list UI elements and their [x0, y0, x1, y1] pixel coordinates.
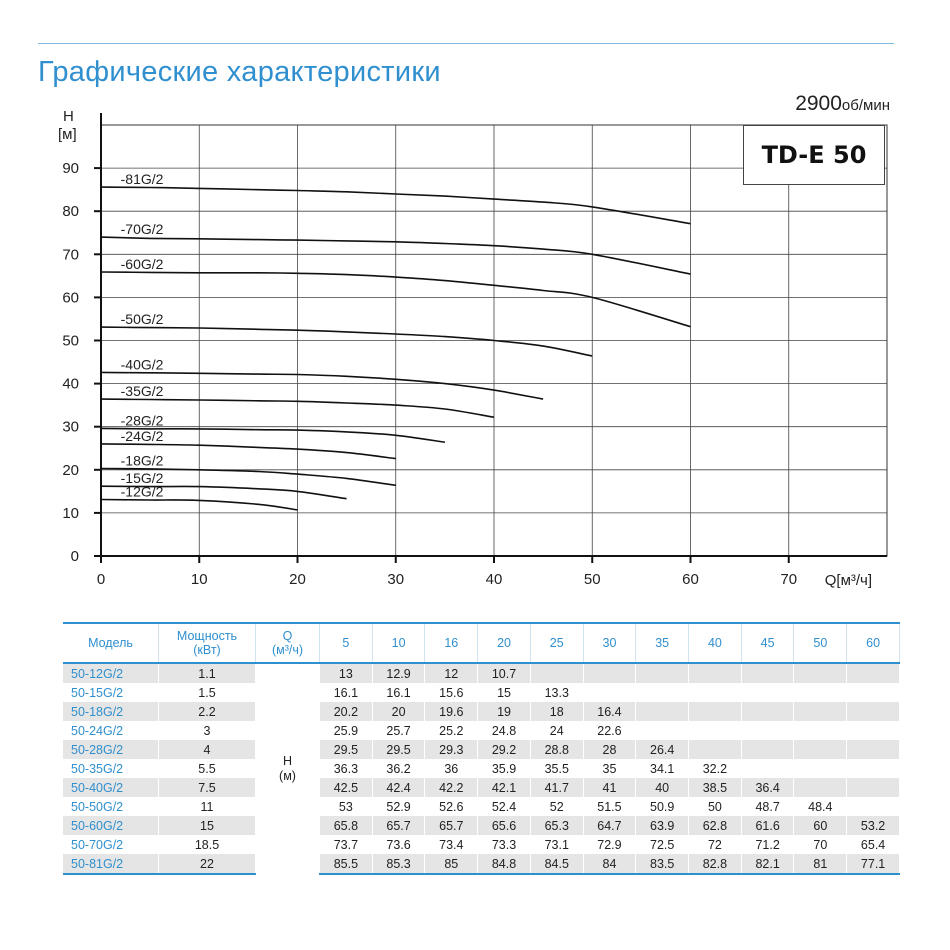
head-value-cell: 26.4 [636, 740, 689, 759]
row-model: 50-28G/2 [63, 740, 159, 759]
header-q-value: 30 [583, 623, 636, 663]
head-value-cell: 40 [636, 778, 689, 797]
head-value-cell [847, 778, 900, 797]
head-value-cell: 50 [689, 797, 742, 816]
head-value-cell: 65.6 [478, 816, 531, 835]
head-value-cell: 16.1 [320, 683, 373, 702]
row-model: 50-15G/2 [63, 683, 159, 702]
header-q-line1: Q [282, 629, 293, 643]
row-power: 3 [159, 721, 256, 740]
table-row [63, 797, 900, 816]
head-value-cell: 20.2 [320, 702, 373, 721]
head-value-cell: 35.5 [530, 759, 583, 778]
head-value-cell: 71.2 [741, 835, 794, 854]
head-value-cell: 10.7 [478, 663, 531, 683]
head-value-cell: 19 [478, 702, 531, 721]
head-value-cell: 34.1 [636, 759, 689, 778]
y-tick-label: 90 [62, 160, 79, 178]
head-value-cell: 41 [583, 778, 636, 797]
table-row [63, 702, 900, 721]
header-q-value: 10 [372, 623, 425, 663]
head-value-cell: 36 [425, 759, 478, 778]
head-value-cell: 52.4 [478, 797, 531, 816]
head-value-cell [794, 740, 847, 759]
head-value-cell: 12 [425, 663, 478, 683]
x-tick-label: 60 [682, 571, 699, 588]
head-value-cell [741, 740, 794, 759]
row-model: 50-60G/2 [63, 816, 159, 835]
y-tick-label: 40 [62, 375, 79, 393]
header-q-value: 20 [478, 623, 531, 663]
curve-label: -81G/2 [120, 171, 164, 188]
y-tick-label: 60 [62, 289, 79, 307]
row-power: 5.5 [159, 759, 256, 778]
header-q-value: 40 [689, 623, 742, 663]
head-value-cell: 13 [320, 663, 373, 683]
table-row [63, 854, 900, 874]
head-value-cell: 52.9 [372, 797, 425, 816]
head-value-cell: 85 [425, 854, 478, 874]
head-value-cell [847, 740, 900, 759]
head-value-cell [636, 721, 689, 740]
head-value-cell: 61.6 [741, 816, 794, 835]
head-value-cell: 83.5 [636, 854, 689, 874]
head-value-cell: 18 [530, 702, 583, 721]
curve-label: -70G/2 [120, 221, 164, 238]
header-q-value: 16 [425, 623, 478, 663]
model-badge: TD-E 50 [743, 125, 885, 185]
header-power-line2: (кВт) [193, 643, 221, 657]
head-value-cell: 28.8 [530, 740, 583, 759]
head-value-cell: 82.8 [689, 854, 742, 874]
head-value-cell: 52 [530, 797, 583, 816]
head-value-cell: 41.7 [530, 778, 583, 797]
row-power: 1.1 [159, 663, 256, 683]
y-tick-label: 50 [62, 332, 79, 350]
row-model: 50-81G/2 [63, 854, 159, 874]
row-power: 1.5 [159, 683, 256, 702]
head-value-cell [741, 702, 794, 721]
head-value-cell: 73.3 [478, 835, 531, 854]
header-q-value: 5 [320, 623, 373, 663]
row-model: 50-70G/2 [63, 835, 159, 854]
head-value-cell: 36.4 [741, 778, 794, 797]
head-value-cell [741, 721, 794, 740]
x-tick-label: 0 [96, 571, 106, 588]
curve-label: -18G/2 [120, 452, 164, 469]
head-value-cell: 16.4 [583, 702, 636, 721]
head-value-cell: 77.1 [847, 854, 900, 874]
x-tick-label: 40 [485, 571, 503, 588]
head-value-cell: 16.1 [372, 683, 425, 702]
head-value-cell [689, 702, 742, 721]
head-value-cell: 29.5 [320, 740, 373, 759]
y-axis-title: H [63, 108, 74, 125]
head-value-cell: 84.5 [530, 854, 583, 874]
header-q [256, 623, 320, 663]
row-power: 2.2 [159, 702, 256, 721]
head-value-cell: 42.2 [425, 778, 478, 797]
head-value-cell: 65.3 [530, 816, 583, 835]
x-tick-label: 20 [289, 571, 306, 588]
performance-table [63, 622, 900, 875]
table-row [63, 683, 900, 702]
header-power-line1: Мощность [176, 629, 238, 643]
table-row [63, 835, 900, 854]
head-value-cell: 25.7 [372, 721, 425, 740]
header-q-value: 50 [794, 623, 847, 663]
head-value-cell: 42.1 [478, 778, 531, 797]
head-value-cell [741, 759, 794, 778]
page-title: Графические характеристики [38, 56, 441, 88]
y-tick-label: 0 [70, 548, 79, 565]
head-value-cell: 60 [794, 816, 847, 835]
head-value-cell: 42.5 [320, 778, 373, 797]
head-value-cell: 52.6 [425, 797, 478, 816]
head-value-cell [847, 702, 900, 721]
head-value-cell [583, 683, 636, 702]
head-value-cell: 36.2 [372, 759, 425, 778]
row-power: 7.5 [159, 778, 256, 797]
head-value-cell: 19.6 [425, 702, 478, 721]
head-value-cell [847, 721, 900, 740]
y-tick-label: 10 [62, 504, 79, 522]
head-value-cell: 65.4 [847, 835, 900, 854]
curve-label: -50G/2 [120, 311, 164, 328]
head-value-cell [847, 759, 900, 778]
y-axis-unit: [м] [58, 126, 77, 143]
curve-label: -28G/2 [120, 412, 164, 429]
head-value-cell: 65.7 [372, 816, 425, 835]
head-value-cell [689, 740, 742, 759]
header-q-value: 25 [530, 623, 583, 663]
head-value-cell: 81 [794, 854, 847, 874]
header-q-value: 35 [636, 623, 689, 663]
head-value-cell: 73.7 [320, 835, 373, 854]
head-value-cell [794, 721, 847, 740]
head-value-cell [794, 759, 847, 778]
head-value-cell: 15 [478, 683, 531, 702]
head-value-cell: 64.7 [583, 816, 636, 835]
head-value-cell: 85.3 [372, 854, 425, 874]
y-tick-label: 80 [62, 203, 79, 221]
head-value-cell: 72.5 [636, 835, 689, 854]
head-value-cell: 28 [583, 740, 636, 759]
table-row [63, 663, 900, 683]
head-value-cell: 65.7 [425, 816, 478, 835]
head-value-cell [689, 663, 742, 683]
head-value-cell: 32.2 [689, 759, 742, 778]
curve-40G-2 [101, 372, 543, 399]
head-value-cell [794, 778, 847, 797]
curve-50G-2 [101, 327, 592, 356]
table-header-row [63, 623, 900, 663]
x-tick-label: 10 [190, 571, 208, 588]
head-value-cell: 84.8 [478, 854, 531, 874]
head-unit-line2: (м) [279, 769, 296, 783]
rpm-value: 2900 [795, 92, 842, 115]
head-value-cell [741, 683, 794, 702]
row-power: 11 [159, 797, 256, 816]
head-value-cell: 48.7 [741, 797, 794, 816]
head-value-cell: 25.9 [320, 721, 373, 740]
curve-label: -15G/2 [120, 470, 164, 487]
row-model: 50-40G/2 [63, 778, 159, 797]
x-axis-title: Q[м³/ч] [824, 572, 873, 589]
head-value-cell: 73.6 [372, 835, 425, 854]
row-power: 4 [159, 740, 256, 759]
head-value-cell: 29.3 [425, 740, 478, 759]
row-model: 50-24G/2 [63, 721, 159, 740]
head-unit-cell [256, 663, 320, 874]
head-value-cell: 51.5 [583, 797, 636, 816]
rpm-unit: об/мин [841, 97, 890, 114]
head-value-cell: 82.1 [741, 854, 794, 874]
head-value-cell: 12.9 [372, 663, 425, 683]
row-model: 50-12G/2 [63, 663, 159, 683]
head-value-cell: 70 [794, 835, 847, 854]
table-row [63, 740, 900, 759]
head-value-cell [530, 663, 583, 683]
curve-label: -12G/2 [120, 483, 164, 500]
head-value-cell: 50.9 [636, 797, 689, 816]
head-value-cell: 22.6 [583, 721, 636, 740]
head-value-cell: 20 [372, 702, 425, 721]
head-value-cell [636, 663, 689, 683]
head-value-cell: 36.3 [320, 759, 373, 778]
head-value-cell [583, 663, 636, 683]
head-value-cell [847, 663, 900, 683]
row-model: 50-35G/2 [63, 759, 159, 778]
head-value-cell [636, 702, 689, 721]
curve-label: -40G/2 [120, 356, 164, 373]
head-value-cell: 29.2 [478, 740, 531, 759]
header-power [159, 623, 256, 663]
head-value-cell: 73.4 [425, 835, 478, 854]
head-value-cell: 62.8 [689, 816, 742, 835]
head-value-cell [847, 683, 900, 702]
head-value-cell [847, 797, 900, 816]
head-value-cell [794, 683, 847, 702]
y-tick-label: 20 [62, 461, 79, 479]
table-row [63, 721, 900, 740]
x-tick-label: 30 [387, 571, 405, 588]
curve-label: -35G/2 [120, 383, 164, 400]
curve-label: -60G/2 [120, 255, 164, 272]
head-value-cell [636, 683, 689, 702]
x-tick-label: 50 [583, 571, 601, 588]
head-value-cell: 73.1 [530, 835, 583, 854]
row-model: 50-18G/2 [63, 702, 159, 721]
row-power: 18.5 [159, 835, 256, 854]
head-value-cell: 53 [320, 797, 373, 816]
head-value-cell: 35 [583, 759, 636, 778]
head-value-cell: 72.9 [583, 835, 636, 854]
table-row [63, 816, 900, 835]
head-value-cell: 13.3 [530, 683, 583, 702]
head-value-cell: 24 [530, 721, 583, 740]
head-value-cell: 53.2 [847, 816, 900, 835]
head-value-cell: 38.5 [689, 778, 742, 797]
head-value-cell: 29.5 [372, 740, 425, 759]
header-q-line2: (м³/ч) [271, 643, 304, 657]
row-power: 15 [159, 816, 256, 835]
y-tick-label: 70 [62, 246, 79, 264]
head-value-cell [794, 702, 847, 721]
head-value-cell: 48.4 [794, 797, 847, 816]
head-value-cell: 35.9 [478, 759, 531, 778]
head-value-cell [689, 683, 742, 702]
row-power: 22 [159, 854, 256, 874]
head-value-cell: 25.2 [425, 721, 478, 740]
header-q-value: 45 [741, 623, 794, 663]
head-unit-line1: H [282, 754, 293, 768]
y-tick-label: 30 [62, 418, 79, 436]
table-row [63, 778, 900, 797]
head-value-cell: 63.9 [636, 816, 689, 835]
x-tick-label: 70 [780, 571, 798, 588]
head-value-cell: 72 [689, 835, 742, 854]
head-value-cell: 42.4 [372, 778, 425, 797]
head-value-cell: 84 [583, 854, 636, 874]
curve-label: -24G/2 [120, 427, 164, 444]
head-value-cell [689, 721, 742, 740]
header-model: Модель [63, 623, 159, 663]
head-value-cell: 15.6 [425, 683, 478, 702]
table-row [63, 759, 900, 778]
head-value-cell: 65.8 [320, 816, 373, 835]
head-value-cell: 85.5 [320, 854, 373, 874]
head-value-cell [741, 663, 794, 683]
head-value-cell [794, 663, 847, 683]
head-value-cell: 24.8 [478, 721, 531, 740]
header-q-value: 60 [847, 623, 900, 663]
row-model: 50-50G/2 [63, 797, 159, 816]
